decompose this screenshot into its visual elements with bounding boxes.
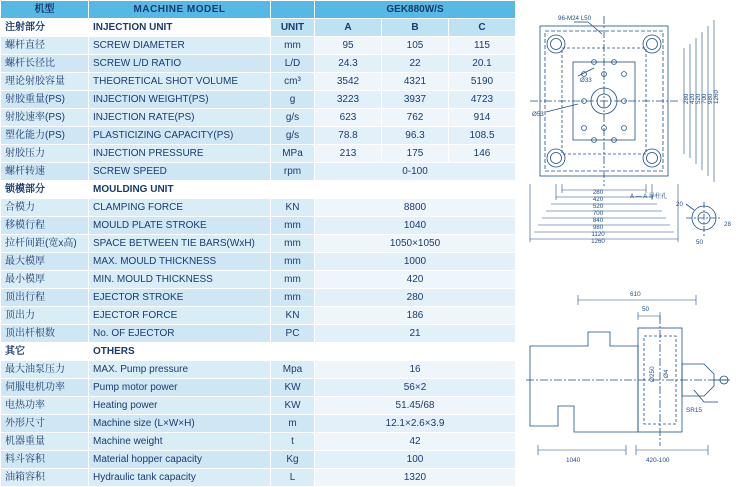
row-label-en: SCREW SPEED <box>89 163 271 181</box>
row-value-b: 22 <box>382 55 449 73</box>
row-unit: KN <box>271 307 315 325</box>
table-row <box>1 55 516 73</box>
row-unit: Mpa <box>271 361 315 379</box>
row-label-cn: 理论射胶容量 <box>1 73 89 91</box>
table-row <box>1 253 516 271</box>
row-value-a: 3223 <box>315 91 382 109</box>
row-unit: g <box>271 91 315 109</box>
platen-drawing <box>518 4 738 254</box>
row-unit: mm <box>271 253 315 271</box>
nozzle-drawing-svg <box>518 286 738 472</box>
dim-1260: 1260 <box>591 238 605 245</box>
label-20: 20 <box>676 201 683 208</box>
row-unit: mm <box>271 271 315 289</box>
row-value-span: 51.45/68 <box>315 397 516 415</box>
row-label-cn: 顶出杆根数 <box>1 325 89 343</box>
unit-column-header: UNIT <box>271 19 315 37</box>
table-row <box>1 433 516 451</box>
row-unit: Kg <box>271 451 315 469</box>
row-label-en: MAX. Pump pressure <box>89 361 271 379</box>
table-row <box>1 145 516 163</box>
row-value-b: 175 <box>382 145 449 163</box>
row-value-c: 20.1 <box>449 55 516 73</box>
row-label-cn: 外形尺寸 <box>1 415 89 433</box>
row-label-en: THEORETICAL SHOT VOLUME <box>89 73 271 91</box>
column-header-b: B <box>382 19 449 37</box>
section-others-en: OTHERS <box>89 343 516 361</box>
vdim-520: 520 <box>695 93 702 104</box>
row-label-cn: 射胶速率(PS) <box>1 109 89 127</box>
table-row <box>1 109 516 127</box>
row-label-en: MOULD PLATE STROKE <box>89 217 271 235</box>
row-label-cn: 伺服电机功率 <box>1 379 89 397</box>
row-label-cn: 螺杆长径比 <box>1 55 89 73</box>
section-injection-en: INJECTION UNIT <box>89 19 271 37</box>
dim-dia4: Ø4 <box>663 369 670 378</box>
dim-520: 520 <box>592 203 604 210</box>
header-spacer <box>271 1 315 19</box>
row-label-cn: 螺杆直径 <box>1 37 89 55</box>
row-value-b: 3937 <box>382 91 449 109</box>
row-label-cn: 拉杆间距(宽x高) <box>1 235 89 253</box>
row-unit: m <box>271 415 315 433</box>
table-row <box>1 235 516 253</box>
row-label-en: EJECTOR STROKE <box>89 289 271 307</box>
dim-dia250: Ø250 <box>649 366 656 382</box>
dim-610: 610 <box>630 291 641 298</box>
column-header-c: C <box>449 19 516 37</box>
row-value-c: 4723 <box>449 91 516 109</box>
row-value-a: 24.3 <box>315 55 382 73</box>
table-row <box>1 325 516 343</box>
row-value-span: 12.1×2.6×3.9 <box>315 415 516 433</box>
row-unit: mm <box>271 217 315 235</box>
table-row <box>1 217 516 235</box>
row-value-span: 21 <box>315 325 516 343</box>
row-unit: PC <box>271 325 315 343</box>
dim-700: 700 <box>592 210 604 217</box>
table-row <box>1 361 516 379</box>
row-value-a: 623 <box>315 109 382 127</box>
row-value-a: 78.8 <box>315 127 382 145</box>
row-value-c: 914 <box>449 109 516 127</box>
row-label-en: SPACE BETWEEN TIE BARS(WxH) <box>89 235 271 253</box>
header-en-title: MACHINE MODEL <box>89 1 271 19</box>
vdim-1260: 1260 <box>713 90 720 104</box>
row-label-cn: 合模力 <box>1 199 89 217</box>
row-value-c: 146 <box>449 145 516 163</box>
row-unit: g/s <box>271 127 315 145</box>
dim-420: 420 <box>592 196 604 203</box>
row-value-b: 762 <box>382 109 449 127</box>
table-row <box>1 91 516 109</box>
row-value-span: 0-100 <box>315 163 516 181</box>
dim-280: 280 <box>592 189 604 196</box>
vdim-420: 420 <box>689 93 696 104</box>
row-value-c: 5190 <box>449 73 516 91</box>
row-label-cn: 射胶压力 <box>1 145 89 163</box>
section-injection-row <box>1 19 516 37</box>
section-moulding-cn: 锁模部分 <box>1 181 89 199</box>
row-unit: KN <box>271 199 315 217</box>
row-value-span: 186 <box>315 307 516 325</box>
dim-840: 840 <box>592 217 604 224</box>
row-unit: mm <box>271 235 315 253</box>
row-label-cn: 最小模厚 <box>1 271 89 289</box>
nozzle-drawing <box>518 286 738 472</box>
row-label-cn: 顶出力 <box>1 307 89 325</box>
table-row <box>1 127 516 145</box>
row-label-cn: 射胶重量(PS) <box>1 91 89 109</box>
row-label-en: Pump motor power <box>89 379 271 397</box>
row-label-en: INJECTION PRESSURE <box>89 145 271 163</box>
row-value-a: 95 <box>315 37 382 55</box>
row-unit: t <box>271 433 315 451</box>
row-value-span: 1320 <box>315 469 516 487</box>
row-unit: L/D <box>271 55 315 73</box>
row-label-en: INJECTION WEIGHT(PS) <box>89 91 271 109</box>
row-value-span: 8800 <box>315 199 516 217</box>
row-label-en: Machine size (L×W×H) <box>89 415 271 433</box>
row-label-en: CLAMPING FORCE <box>89 199 271 217</box>
row-value-a: 3542 <box>315 73 382 91</box>
label-dia33: Ø33 <box>580 77 592 84</box>
row-label-cn: 螺杆转速 <box>1 163 89 181</box>
table-row <box>1 469 516 487</box>
row-label-en: PLASTICIZING CAPACITY(PS) <box>89 127 271 145</box>
row-label-cn: 顶出行程 <box>1 289 89 307</box>
row-value-b: 4321 <box>382 73 449 91</box>
header-model: GEK880W/S <box>315 1 516 19</box>
label-28: 28 <box>724 221 731 228</box>
row-label-en: Machine weight <box>89 433 271 451</box>
row-value-b: 105 <box>382 37 449 55</box>
table-row <box>1 379 516 397</box>
row-label-cn: 最大模厚 <box>1 253 89 271</box>
row-label-en: Material hopper capacity <box>89 451 271 469</box>
vdim-980: 980 <box>707 93 714 104</box>
vdim-700: 700 <box>701 93 708 104</box>
row-value-span: 1050×1050 <box>315 235 516 253</box>
dim-1120: 1120 <box>591 231 605 238</box>
section-moulding-en: MOULDING UNIT <box>89 181 516 199</box>
section-others-cn: 其它 <box>1 343 89 361</box>
row-label-cn: 机器重量 <box>1 433 89 451</box>
dim-1040: 1040 <box>566 457 581 464</box>
row-label-en: Heating power <box>89 397 271 415</box>
dim-980: 980 <box>592 224 604 231</box>
row-unit: KW <box>271 397 315 415</box>
row-unit: MPa <box>271 145 315 163</box>
row-label-en: SCREW L/D RATIO <box>89 55 271 73</box>
dim-50: 50 <box>642 306 650 313</box>
table-row <box>1 37 516 55</box>
row-unit: rpm <box>271 163 315 181</box>
dim-420-100: 420-100 <box>646 457 670 464</box>
row-value-span: 56×2 <box>315 379 516 397</box>
row-label-cn: 电热功率 <box>1 397 89 415</box>
row-value-b: 96.3 <box>382 127 449 145</box>
label-50: 50 <box>696 239 703 246</box>
table-row <box>1 415 516 433</box>
section-moulding-row <box>1 181 516 199</box>
table-row <box>1 199 516 217</box>
platen-drawing-svg <box>518 4 738 254</box>
row-label-cn: 移模行程 <box>1 217 89 235</box>
section-injection-cn: 注射部分 <box>1 19 89 37</box>
row-value-span: 100 <box>315 451 516 469</box>
row-label-en: MIN. MOULD THICKNESS <box>89 271 271 289</box>
row-unit: L <box>271 469 315 487</box>
row-value-span: 420 <box>315 271 516 289</box>
row-label-en: Hydraulic tank capacity <box>89 469 271 487</box>
table-row <box>1 397 516 415</box>
table-row <box>1 271 516 289</box>
row-label-cn: 料斗容积 <box>1 451 89 469</box>
table-row <box>1 163 516 181</box>
row-unit: mm <box>271 289 315 307</box>
row-value-span: 1000 <box>315 253 516 271</box>
header-cn-title: 机型 <box>1 1 89 19</box>
table-row <box>1 307 516 325</box>
table-row <box>1 451 516 469</box>
row-value-span: 280 <box>315 289 516 307</box>
row-label-en: MAX. MOULD THICKNESS <box>89 253 271 271</box>
label-section-note: A — A 导柱孔 <box>630 193 668 200</box>
row-value-span: 1040 <box>315 217 516 235</box>
label-dia53: Ø53 <box>532 111 544 118</box>
row-label-en: INJECTION RATE(PS) <box>89 109 271 127</box>
row-value-span: 16 <box>315 361 516 379</box>
row-value-span: 42 <box>315 433 516 451</box>
row-unit: cm³ <box>271 73 315 91</box>
row-value-c: 108.5 <box>449 127 516 145</box>
section-others-row <box>1 343 516 361</box>
row-label-en: SCREW DIAMETER <box>89 37 271 55</box>
table-row <box>1 289 516 307</box>
label-sr15: SR15 <box>686 407 702 414</box>
row-label-en: EJECTOR FORCE <box>89 307 271 325</box>
label-holes: 96-M24 L50 <box>558 15 592 22</box>
row-value-a: 213 <box>315 145 382 163</box>
row-label-cn: 油箱容积 <box>1 469 89 487</box>
column-header-a: A <box>315 19 382 37</box>
row-label-cn: 塑化能力(PS) <box>1 127 89 145</box>
row-unit: KW <box>271 379 315 397</box>
vdim-280: 280 <box>683 93 690 104</box>
row-unit: mm <box>271 37 315 55</box>
row-unit: g/s <box>271 109 315 127</box>
table-row <box>1 73 516 91</box>
table-header-row <box>1 1 516 19</box>
row-label-en: No. OF EJECTOR <box>89 325 271 343</box>
row-label-cn: 最大油泵压力 <box>1 361 89 379</box>
row-value-c: 115 <box>449 37 516 55</box>
